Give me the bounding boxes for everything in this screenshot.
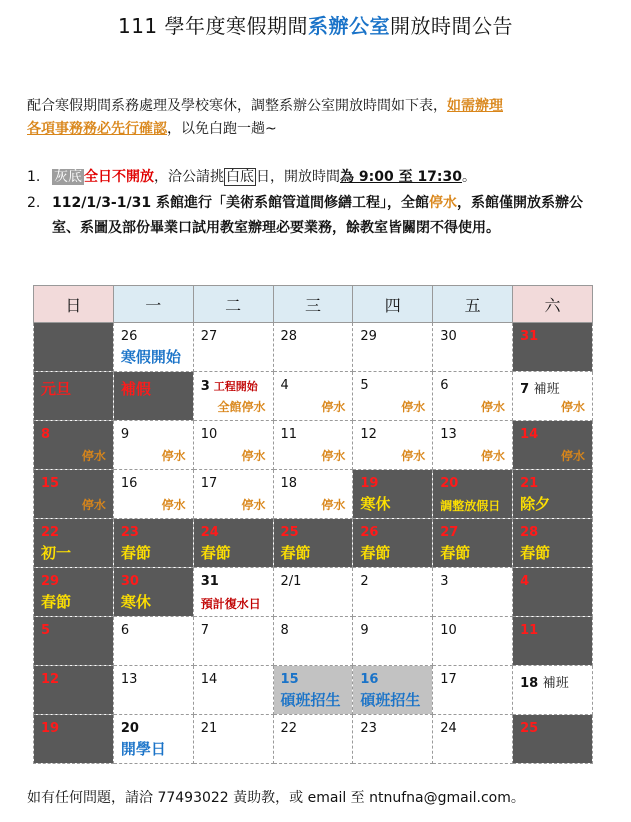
day-number: 12 [41, 672, 60, 687]
calendar-cell [433, 470, 513, 519]
calendar-cell [193, 568, 273, 617]
water-stop-label: 停水 [481, 400, 506, 414]
calendar-cell [113, 666, 193, 715]
calendar-cell [433, 323, 513, 372]
event-label: 春節 [520, 544, 551, 562]
water-stop-label: 停水 [81, 498, 106, 512]
calendar-cell [433, 519, 513, 568]
calendar-cell [113, 372, 193, 421]
calendar-cell [273, 666, 353, 715]
day-number: 6 [120, 623, 130, 638]
calendar-cell [513, 421, 593, 470]
notice-list [27, 165, 607, 241]
event-label: 補假 [120, 380, 151, 398]
event-label: 除夕 [520, 495, 551, 513]
event-label: 春節 [120, 544, 151, 562]
calendar-cell [273, 470, 353, 519]
day-number: 23 [360, 721, 377, 736]
water-stop-label: 停水 [481, 449, 506, 463]
day-number-value: 18 [520, 676, 539, 691]
notice-item-1 [27, 165, 607, 190]
calendar-cell [513, 617, 593, 666]
day-number: 5 [41, 623, 51, 638]
event-label: 寒休 [360, 495, 391, 513]
title-pre: 111 學年度寒假期間 [117, 14, 309, 38]
day-number: 22 [280, 721, 298, 736]
day-number: 25 [520, 721, 539, 736]
calendar-week-row [34, 421, 593, 470]
day-number: 20 [440, 476, 459, 491]
day-number: 14 [520, 427, 539, 442]
day-number: 11 [520, 623, 539, 638]
day-number: 19 [41, 721, 60, 736]
intro-line: 配合寒假期間系務處理及學校寒休，調整系辦公室開放時間如下表， [27, 98, 447, 114]
open-hours: 為 9:00 至 17:30 [340, 169, 463, 185]
day-number: 9 [360, 623, 369, 638]
water-stop-label: 停水 [401, 400, 426, 414]
day-number: 4 [280, 378, 289, 393]
day-number: 14 [200, 672, 218, 687]
calendar-cell [273, 715, 353, 764]
calendar-cell [513, 666, 593, 715]
calendar-cell [273, 323, 353, 372]
calendar-cell [513, 519, 593, 568]
day-number: 10 [440, 623, 457, 638]
calendar-cell [433, 568, 513, 617]
water-stop-label: 停水 [241, 449, 266, 463]
calendar-cell [34, 568, 114, 617]
water-stop-label: 停水 [241, 498, 266, 512]
day-number: 16 [360, 672, 379, 687]
event-label: 碩班招生 [360, 691, 421, 709]
day-number: 8 [41, 427, 51, 442]
water-stop-label: 停水 [161, 498, 186, 512]
calendar-cell [193, 666, 273, 715]
calendar-cell [113, 568, 193, 617]
calendar-cell [433, 666, 513, 715]
water-stop-label: 全館停水 [217, 400, 266, 414]
calendar-cell [273, 421, 353, 470]
calendar-cell [34, 666, 114, 715]
water-stop-label: 停水 [321, 449, 346, 463]
item2-text-3: ，系館僅開放系辦公室、系圖及部份畢業口試用教室辦理必要業務，餘教室皆關閉不得使用。 [52, 195, 583, 236]
calendar-cell [353, 470, 433, 519]
calendar-cell [34, 372, 114, 421]
day-number: 15 [41, 476, 60, 491]
construction-dates: 112/1/3-1/31 [52, 195, 152, 211]
item1-text-3: 。 [462, 169, 477, 185]
calendar-week-row [34, 519, 593, 568]
day-number: 20 [120, 721, 139, 736]
intro-warning-1: 如需辦理 [447, 98, 503, 114]
calendar-cell [193, 421, 273, 470]
contact-footer: 如有任何問題，請洽 77493022 黃助教，或 email 至 ntnufna@gmail.com。 [27, 790, 525, 806]
calendar-cell [353, 519, 433, 568]
calendar-cell [433, 617, 513, 666]
construction-name: 美術系館管道間修繕工程 [225, 195, 380, 211]
calendar-cell [193, 323, 273, 372]
calendar-cell [353, 568, 433, 617]
header-sun: 日 [34, 286, 114, 323]
day-number: 13 [440, 427, 457, 442]
event-label: 初一 [41, 544, 72, 562]
day-number: 6 [440, 378, 449, 393]
calendar-cell [34, 323, 114, 372]
water-stop-label: 停水 [161, 449, 186, 463]
event-label: 春節 [440, 544, 471, 562]
item-number: 1. [27, 169, 41, 185]
item1-text-1: ，洽公請挑 [154, 169, 224, 185]
calendar-week-row [34, 666, 593, 715]
header-wed: 三 [273, 286, 353, 323]
calendar-cell [193, 715, 273, 764]
calendar-cell [34, 617, 114, 666]
day-number: 30 [440, 329, 457, 344]
intro-paragraph [27, 95, 612, 141]
note-label: 補班 [533, 382, 560, 397]
calendar-cell [353, 617, 433, 666]
notice-item-2 [27, 191, 607, 241]
calendar-cell [513, 323, 593, 372]
gray-legend-chip: 灰底 [54, 169, 82, 185]
event-label: 開學日 [120, 740, 166, 758]
day-number: 28 [520, 525, 539, 540]
day-number: 2 [360, 574, 369, 589]
event-label: 春節 [360, 544, 391, 562]
calendar-cell [34, 519, 114, 568]
calendar-cell [113, 519, 193, 568]
day-number-value: 3 [200, 379, 210, 394]
calendar-cell [433, 715, 513, 764]
calendar-cell [34, 421, 114, 470]
calendar-cell [513, 568, 593, 617]
calendar-table [33, 285, 593, 764]
day-number: 9 [120, 427, 130, 442]
calendar-cell [273, 617, 353, 666]
day-number: 17 [440, 672, 457, 687]
calendar-cell [353, 421, 433, 470]
calendar-cell [513, 715, 593, 764]
calendar-cell [34, 715, 114, 764]
event-label: 寒假開始 [120, 348, 181, 366]
event-label: 春節 [200, 544, 231, 562]
calendar-week-row [34, 715, 593, 764]
day-number: 15 [280, 672, 299, 687]
day-number: 4 [520, 574, 530, 589]
day-number: 12 [360, 427, 377, 442]
day-number: 26 [120, 329, 138, 344]
note-label: 補班 [542, 676, 569, 691]
event-label: 春節 [41, 593, 72, 611]
item2-text-2: 」，全館 [379, 195, 429, 211]
item1-text-2: 日，開放時間 [256, 169, 340, 185]
header-fri: 五 [433, 286, 513, 323]
calendar-cell [353, 715, 433, 764]
water-stop-label: 停水 [560, 400, 585, 414]
day-number: 26 [360, 525, 379, 540]
calendar-cell [113, 323, 193, 372]
water-stop-label: 停水 [560, 449, 585, 463]
white-legend-chip: 白底 [226, 169, 254, 185]
day-number: 30 [120, 574, 139, 589]
calendar-cell [113, 470, 193, 519]
title-post: 開放時間公告 [390, 14, 514, 38]
calendar-cell [353, 666, 433, 715]
header-thu: 四 [353, 286, 433, 323]
event-label: 預計復水日 [200, 597, 261, 611]
calendar-cell [193, 372, 273, 421]
calendar-week-row [34, 470, 593, 519]
day-number: 28 [280, 329, 298, 344]
day-number-value: 7 [520, 382, 530, 397]
event-label: 寒休 [120, 593, 151, 611]
calendar-cell [353, 323, 433, 372]
day-number: 2/1 [280, 574, 302, 589]
calendar-cell [193, 519, 273, 568]
day-number: 29 [41, 574, 60, 589]
day-number [520, 378, 560, 397]
day-number: 8 [280, 623, 289, 638]
day-number: 10 [200, 427, 218, 442]
day-number: 5 [360, 378, 369, 393]
calendar-week-row [34, 617, 593, 666]
day-number: 29 [360, 329, 377, 344]
title-highlight: 系辦公室 [308, 14, 391, 38]
day-number: 27 [200, 329, 218, 344]
day-number: 7 [200, 623, 209, 638]
event-label: 調整放假日 [440, 499, 501, 513]
day-number: 24 [200, 525, 219, 540]
day-number: 19 [360, 476, 379, 491]
water-stop-label: 停水 [81, 449, 106, 463]
calendar-week-row [34, 568, 593, 617]
day-number: 16 [120, 476, 138, 491]
day-number: 18 [280, 476, 298, 491]
event-label: 春節 [280, 544, 311, 562]
closed-label: 全日不開放 [84, 169, 154, 185]
water-stop-label: 停水 [321, 400, 346, 414]
day-number: 25 [280, 525, 299, 540]
calendar-header-row [34, 286, 593, 323]
day-number [520, 672, 569, 691]
calendar-cell [113, 421, 193, 470]
calendar-cell [513, 470, 593, 519]
calendar-cell [193, 617, 273, 666]
calendar-cell [113, 715, 193, 764]
note-label: 工程開始 [213, 380, 258, 393]
calendar-cell [353, 372, 433, 421]
item-number: 2. [27, 195, 41, 211]
day-number: 3 [440, 574, 449, 589]
day-number: 22 [41, 525, 60, 540]
calendar-cell [193, 470, 273, 519]
day-number: 31 [200, 574, 219, 589]
calendar-week-row [34, 372, 593, 421]
day-number: 17 [200, 476, 218, 491]
day-number: 23 [120, 525, 139, 540]
calendar-cell [273, 372, 353, 421]
page-title [0, 10, 631, 39]
calendar-cell [513, 372, 593, 421]
event-label: 元旦 [41, 380, 72, 398]
day-number: 24 [440, 721, 457, 736]
calendar-cell [273, 519, 353, 568]
event-label: 碩班招生 [280, 691, 341, 709]
day-number: 13 [120, 672, 138, 687]
water-stop-label: 停水 [401, 449, 426, 463]
water-off-label: 停水 [428, 195, 457, 211]
day-number: 11 [280, 427, 298, 442]
calendar-cell [433, 421, 513, 470]
calendar-cell [34, 470, 114, 519]
day-number: 21 [520, 476, 539, 491]
calendar-cell [113, 617, 193, 666]
day-number: 21 [200, 721, 218, 736]
header-mon: 一 [113, 286, 193, 323]
day-number: 31 [520, 329, 539, 344]
day-number [201, 378, 258, 394]
header-tue: 二 [193, 286, 273, 323]
calendar-week-row [34, 323, 593, 372]
calendar-cell [433, 372, 513, 421]
water-stop-label: 停水 [321, 498, 346, 512]
item2-text-1: 系館進行「 [151, 195, 226, 211]
intro-warning-2: 各項事務務必先行確認 [27, 121, 167, 137]
day-number: 27 [440, 525, 459, 540]
calendar-cell [273, 568, 353, 617]
header-sat: 六 [513, 286, 593, 323]
intro-tail: ，以免白跑一趟~ [167, 121, 277, 137]
